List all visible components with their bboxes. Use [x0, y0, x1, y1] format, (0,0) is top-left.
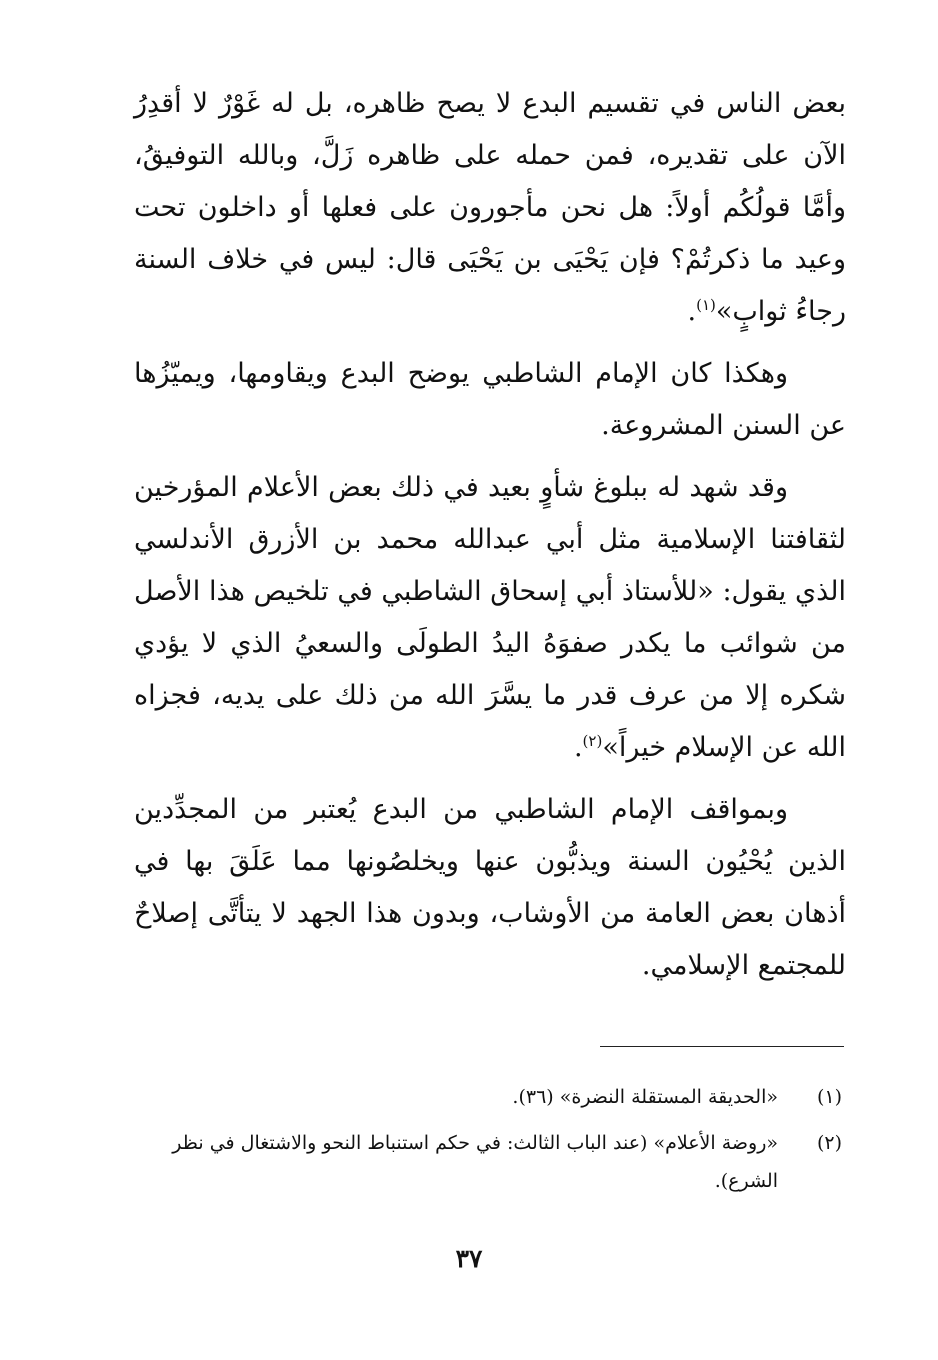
- footnote-reference-1: (١): [696, 296, 716, 314]
- paragraph-text: وبمواقف الإمام الشاطبي من البدع يُعتبر من المجدِّدين الذين يُحْيُون السنة ويذبُّون عنها ويخلصُونها مما عَلَقَ بها في أذهان بعض العامة من الأوشاب، وبدون هذا الجهد لا يتأتَّى إصلاحٌ للمجتمع الإسلامي.: [134, 794, 846, 981]
- paragraph-text: وقد شهد له ببلوغ شأوٍ بعيد في ذلك بعض الأعلام المؤرخين لثقافتنا الإسلامية مثل أبي عبدالله محمد بن الأزرق الأندلسي الذي يقول: «للأستاذ أبي إسحاق الشاطبي في تلخيص هذا الأصل من شوائب ما يكدر صفوَهُ اليدُ الطولَى والسعيُ الذي لا يؤدي شكره إلا من عرف قدر ما يسَّرَ الله من ذلك على يديه، فجزاه الله عن الإسلام خيراً»: [134, 472, 846, 763]
- footnote-separator: [600, 1046, 844, 1047]
- paragraph-end: .: [687, 296, 697, 327]
- footnotes: [134, 1078, 846, 1208]
- paragraph-text: وهكذا كان الإمام الشاطبي يوضح البدع ويقاومها، ويميّزُها عن السنن المشروعة.: [134, 358, 846, 441]
- footnote-reference-2: (٢): [582, 732, 603, 750]
- footnote-number: (٢): [816, 1132, 842, 1154]
- paragraph-testimony: [134, 462, 846, 774]
- paragraph-text: بعض الناس في تقسيم البدع لا يصح ظاهره، بل له غَوْرٌ لا أقدِرُ الآن على تقديره، فمن حمله على ظاهره زَلَّ، وبالله التوفيقُ، وأمَّا قولُكُم أولاً: هل نحن مأجورون على فعلها أو داخلون تحت وعيد ما ذكرتُمْ؟ فإن يَحْيَى بن يَحْيَى قال: ليس في خلاف السنة رجاءُ ثوابٍ»: [134, 88, 847, 327]
- page-number: ٣٧: [455, 1244, 483, 1273]
- paragraph-renewers: [134, 784, 846, 992]
- main-text: [134, 78, 846, 992]
- footnote-text: «روضة الأعلام» (عند الباب الثالث: في حكم استنباط النحو والاشتغال في نظر الشرع).: [172, 1132, 778, 1192]
- footnote-1: [134, 1078, 846, 1116]
- footnote-number: (١): [816, 1086, 842, 1108]
- footnote-text: «الحديقة المستقلة النضرة» (٣٦).: [512, 1086, 778, 1108]
- paragraph-shatibi-bida: [134, 348, 846, 452]
- footnote-2: [134, 1124, 846, 1200]
- paragraph-continuation: [134, 78, 846, 338]
- paragraph-end: .: [573, 732, 583, 763]
